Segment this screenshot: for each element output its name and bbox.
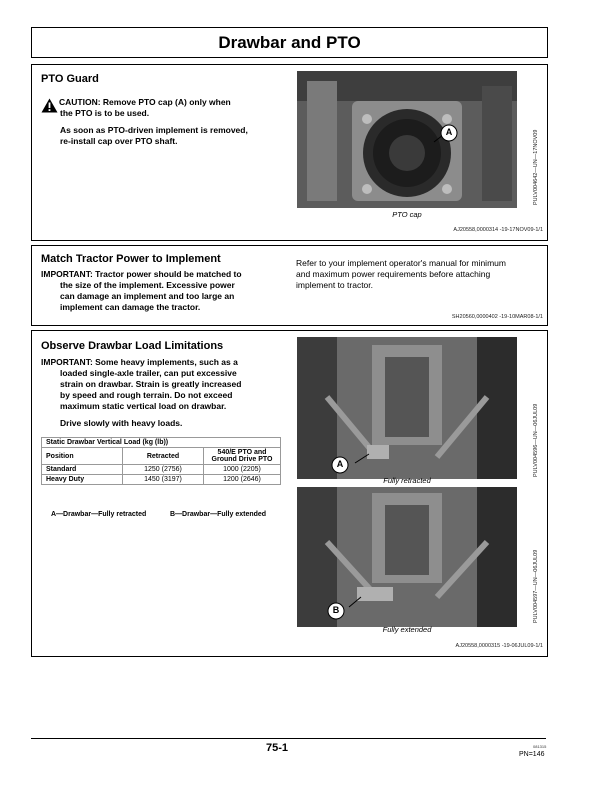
match-power-right-line1: Refer to your implement operator's manual for minimum — [296, 258, 506, 268]
drawbar-important-line2: loaded single-axle trailer, can put excessive — [60, 368, 237, 378]
table-row — [42, 475, 281, 485]
drawbar-load-table — [41, 437, 281, 485]
pto-photo-code: PULV004642—UN—17NOV09 — [533, 129, 539, 205]
drawbar-important-line1: IMPORTANT: Some heavy implements, such as a — [41, 357, 238, 367]
match-power-important-line1: IMPORTANT: Tractor power should be matched to — [41, 269, 242, 279]
drawbar-ref-code: AJ20558,0000315 -19-06JUL09-1/1 — [455, 643, 543, 649]
page-number: 75-1 — [266, 742, 289, 754]
pto-guard-heading: PTO Guard — [41, 73, 99, 85]
pto-ref-code: AJ20558,0000314 -19-17NOV09-1/1 — [453, 227, 543, 233]
pto-guard-section — [31, 64, 548, 241]
pto-paragraph-line2: re-install cap over PTO shaft. — [60, 136, 178, 146]
drawbar-important-line4: by speed and rough terrain. Do not exceed — [60, 390, 233, 400]
match-power-ref-code: SH20560,0000402 -19-10MAR08-1/1 — [451, 314, 543, 320]
pto-cap-photo — [297, 71, 517, 208]
drawbar-extended-photo — [297, 487, 517, 627]
drawbar-retracted-caption: Fully retracted — [383, 476, 431, 485]
table-row — [42, 465, 281, 475]
drawbar-callout-b: B — [332, 605, 340, 615]
pto-callout-a: A — [445, 127, 453, 137]
pto-caution-line1: CAUTION: Remove PTO cap (A) only when — [59, 97, 231, 107]
table-header-pto — [204, 448, 281, 465]
drawbar-photo1-code: PULV004596—UN—06JUL09 — [533, 403, 539, 477]
warning-triangle-icon — [41, 98, 58, 113]
table-cell-retracted: 1450 (3197) — [123, 475, 204, 485]
match-power-important-line2: the size of the implement. Excessive power — [60, 280, 235, 290]
drawbar-important-line5: maximum static vertical load on drawbar. — [60, 401, 227, 411]
page-title: Drawbar and PTO — [218, 33, 361, 52]
match-power-heading: Match Tractor Power to Implement — [41, 253, 221, 265]
drawbar-heading: Observe Drawbar Load Limitations — [41, 340, 224, 352]
table-header-retracted: Retracted — [123, 448, 204, 465]
drawbar-section — [31, 330, 548, 657]
table-cell-position: Standard — [42, 465, 123, 475]
drawbar-legend-b: B—Drawbar—Fully extended — [170, 511, 267, 518]
table-title: Static Drawbar Vertical Load (kg (lb)) — [42, 438, 281, 448]
match-power-right-line3: implement to tractor. — [296, 280, 374, 290]
footer-rule — [31, 738, 546, 739]
drawbar-important-line3: strain on drawbar. Strain is greatly increased — [60, 379, 242, 389]
match-power-important-line4: implement can damage the tractor. — [60, 302, 201, 312]
footer-small-code: 081315 — [533, 744, 547, 749]
pto-paragraph-line1: As soon as PTO-driven implement is removed, — [60, 125, 248, 135]
table-cell-position: Heavy Duty — [42, 475, 123, 485]
table-cell-retracted: 1250 (2756) — [123, 465, 204, 475]
page-title-box — [31, 27, 548, 58]
table-cell-pto: 1000 (2205) — [204, 465, 281, 475]
match-power-right-line2: and maximum power requirements before attaching — [296, 269, 491, 279]
match-power-section — [31, 245, 548, 326]
drawbar-extended-caption: Fully extended — [382, 625, 432, 634]
drawbar-photo2-code: PULV004597—UN—06JUL09 — [533, 549, 539, 623]
table-header-pto-line2: Ground Drive PTO — [211, 456, 273, 463]
table-header-pto-line1: 540/E PTO and — [217, 449, 267, 456]
pto-photo-caption: PTO cap — [392, 210, 422, 219]
footer-pn: PN=146 — [519, 751, 545, 758]
match-power-important-line3: can damage an implement and too large an — [60, 291, 235, 301]
drawbar-legend-a: A—Drawbar—Fully retracted — [51, 511, 147, 518]
table-header-position: Position — [42, 448, 123, 465]
pto-caution-line2: the PTO is to be used. — [60, 108, 150, 118]
drawbar-callout-a: A — [336, 459, 344, 469]
table-cell-pto: 1200 (2646) — [204, 475, 281, 485]
drawbar-drive-slowly: Drive slowly with heavy loads. — [60, 418, 183, 428]
drawbar-retracted-photo — [297, 337, 517, 479]
